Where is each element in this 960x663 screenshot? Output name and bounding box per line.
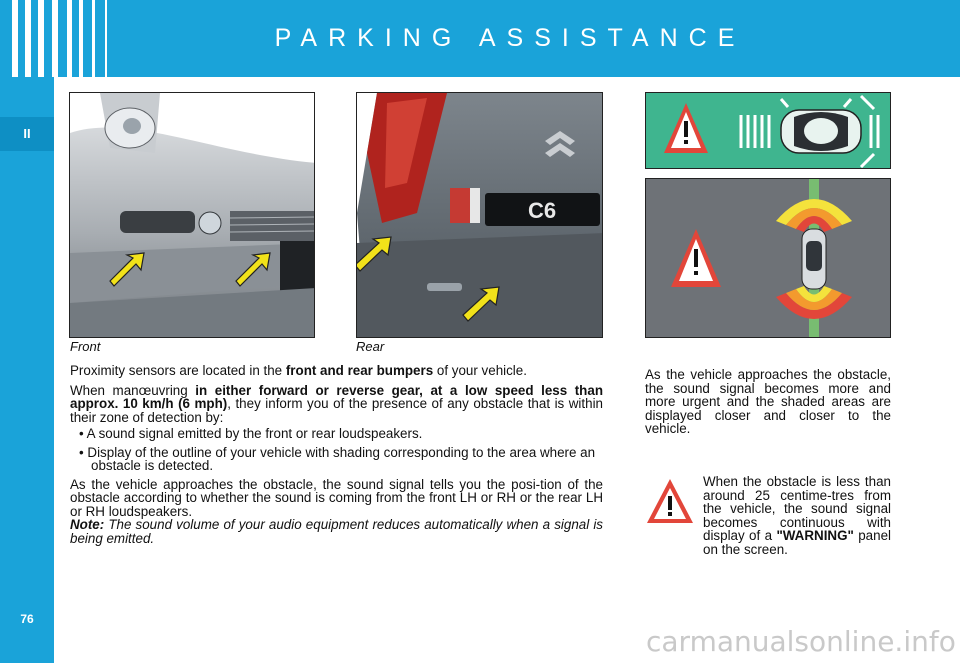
bullet-item: • Display of the outline of your vehicle with shading corresponding to the area where an obstacle is detected.	[79, 444, 596, 473]
warning-triangle-icon	[645, 477, 695, 525]
chapter-tab[interactable]: II	[0, 117, 54, 151]
main-text	[70, 364, 603, 545]
header-band	[0, 0, 960, 77]
sidebar	[0, 77, 54, 663]
rear-caption: Rear	[356, 339, 385, 354]
approach-paragraph: As the vehicle approaches the obstacle, the sound signal tells you the posi-tion of the obstacle according to whether the sound is coming from the front LH or RH or the rear LH or RH loudspeakers. Note: The sound volume of your audio equipment reduces automatically when a signal is being emitted.	[70, 476, 603, 546]
rear-bumper-photo	[356, 92, 603, 338]
manoeuvring-paragraph: When manœuvring in either forward or reverse gear, at a low speed less than approx. 10 km/h (6 mph), they inform you of the presence of any obstacle that is within their zone of detection by:	[70, 382, 603, 425]
warning-text: When the obstacle is less than around 25 centime-tres from the vehicle, the sound signal becomes continuous with display of a "WARNING" panel on the screen.	[703, 474, 891, 557]
front-caption: Front	[70, 339, 101, 354]
right-approach-text: As the vehicle approaches the obstacle, the sound signal becomes more and more urgent and the shaded areas are displayed closer and closer to the vehicle.	[645, 367, 891, 436]
license-plate: C6	[527, 198, 557, 223]
display-warning-screen	[645, 92, 891, 169]
page-title: PARKING ASSISTANCE	[274, 24, 746, 52]
intro-paragraph: Proximity sensors are located in the front and rear bumpers of your vehicle.	[70, 363, 527, 378]
car-top-view-icon	[781, 110, 861, 153]
car-top-view-icon	[802, 229, 826, 289]
page-number: 76	[20, 612, 34, 626]
warning-info	[645, 475, 891, 556]
bullet-item: • A sound signal emitted by the front or rear loudspeakers.	[79, 426, 423, 441]
display-zone-screen	[645, 178, 891, 338]
front-bumper-photo	[69, 92, 315, 338]
watermark: carmanualsonline.info	[646, 625, 956, 658]
